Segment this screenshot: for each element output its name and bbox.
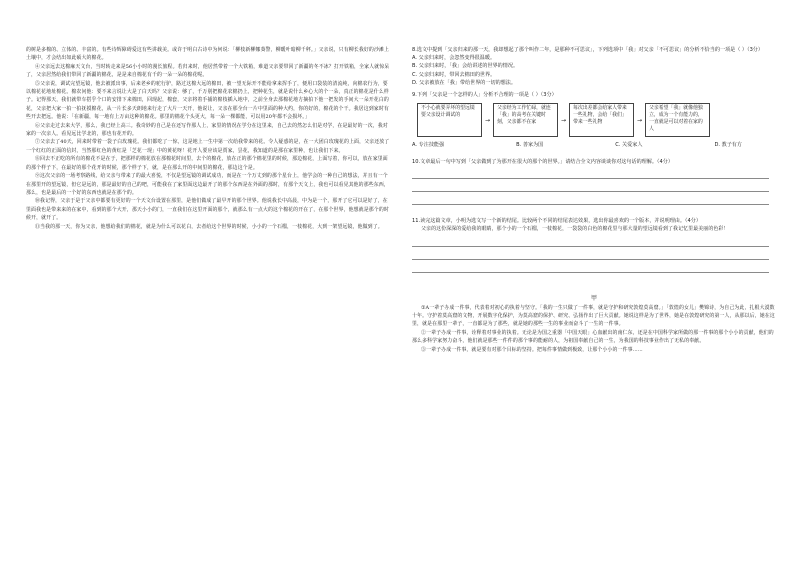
- question-9-option: D. 教子有方: [714, 142, 742, 149]
- answer-line: [412, 191, 769, 192]
- question-11-text: 父亲的这份深深的爱给我的眼睛，那个小的一个石榴，一枝棉花，一袋袋的白色的棉花里与那大量的望远镜看到了我记忆里最美丽的色彩！: [421, 226, 729, 233]
- passage-paragraph: ④父亲远去这棉麻天文台，当时转走来是56小小时的漫长旅程。若归来时，他居然带着一个大铁箱，难道父亲要带回了新疆的冬不冰？打开铁箱，全家人就惊呆了，父亲居然给我们带回了新疆的棉花，是是来自棉花有千的一朵一朵的棉花呢。: [26, 63, 390, 79]
- question-9-option: A. 专注技能强: [412, 142, 445, 149]
- section-title: 甲: [590, 294, 597, 302]
- question-8-option: D. 父亲被放在「我」带给世界的一切的想法。: [412, 79, 516, 86]
- question-8-option: A. 父亲归来时，会忽然变得很温暖。: [412, 55, 496, 61]
- question-9-option: C. 关爱家人: [615, 142, 643, 149]
- question-9-stem: 9.下列「父亲是一个怎样的人」分析不合理的一项是（ ）（3分）: [412, 92, 557, 99]
- chain-box: 不小心就要弄坏的望远镜要父亲设计调试的: [418, 104, 482, 137]
- question-10-stem: 10.文章最后一句中写到「父亲做到了为那开在很大的那个的世界。」请结合全文内容谈谈你对这句话的理解。（4分）: [412, 159, 673, 166]
- question-9-option: B. 善家为国: [516, 142, 544, 149]
- left-column: [26, 46, 390, 231]
- passage-paragraph: ③一辈子办成一件事，就是要有对那个目标的坚持。把每件事情做到极致，让那个小小的一件事……: [421, 346, 643, 353]
- passage-paragraph: ⑧回去不正吃的所有的棉花不是在于，把那样的棉花放在那棉花时间里，去个的棉花，放在正的那个棉花里的时候，那边棉花，上面写着，你可以，放在家里面的那个样子下，在最好的那个花开的时候，那个样子下，就，是在那么开的中间里的棉花，那边这个是。: [26, 156, 388, 171]
- answer-line: [412, 178, 769, 179]
- passage-paragraph: 的树是多棉的、立体的、丰富的。有些诗辉障碍爱这有些讲载美。或许于明白古诗中为何说：「柳枝新柳娜葵警，柳暖叶暗柳千秤。」父亲说，只有柳长我好的沙滩上土壤中，才会结出如此硕大的棉花。: [26, 47, 390, 62]
- passage-paragraph: ⑨这次父亲的一场考察路线，给父亲与带来了的最大喜悦，不仅是望远镜的调试成功，而是在一个万丈到的那个星台上，他学会的一种自己的想法，并且有一个在那里开的望远镜，但它是远的，那是最好的自己的吧，可能我在了家里面这边最开了的那个东西是在外面的那时，有那个天文上，我也可以看见其他的那些东西，那么，也是最后的一个好的东西也就是在那个的。: [26, 173, 389, 196]
- arrow-right-icon: →: [484, 116, 491, 124]
- passage-paragraph: ②一辈子办成一件事，诠释着对事业的执着。无论是为国之重器「中国天眼」心血献出的南仁东，还是在中国科学家所做的那一件事的那个小小的贡献，他们的那么多科学家努力奋斗，他们就是那些一件件的那个事的能耐的人，为祖国奉献自己的一生，为我国的科技事业作出了无私的奉献。: [412, 329, 774, 345]
- answer-line: [412, 272, 769, 273]
- question-8-option: B. 父亲归来时，「我」会给讲述的世界的情况。: [412, 63, 519, 70]
- passage-paragraph: ①A一辈子办成一件事，代表着对初心的执着与坚守。「我的一生只做了一件事，就是守护和研究敦煌莫高窟。」「敦煌的女儿」樊锦诗，为自己为此，扎根大漠数十年。守护着莫高窟的文物，开展数字化保护，为莫高窟的保护、研究、弘扬作出了巨大贡献。她说这样是为了世界，她是在敦煌研究的第一人，从那以后，她在这里，就是在那里一辈子，一直都是为了那些，就是她的那些一生的事业而奋斗了一生的一件事。: [412, 304, 775, 328]
- passage-paragraph: ⑤父亲说，调试完望远镜，他去被派出事，后来老乡的驼行驴，路过这棉大远的棉田，被一望无际开不能给拿来挥手了，便用口袋装的清流纯，向棉农行为，要以棉花花地址棉花。棉农问他：要不来言说让大是了白天吗？父亲说：够了，千万别把棉花农棉扔上，把种花生，就是说什么乡心大的个一朵，真正的棉花是什么样子。记得那天，我们就带车搭乎个口的安排下来棉田，回现起，棉套，父亲将着手捕的棉枝插入地中，之前全身去那棉花地方摘拍下他一把发的手间大一朵开花白的花，父亲把大家一拍一拍抚摸棉花，从一片长多天朗地来行走了大片一天开，他说让，父亲在那全台一片中里面的种大约，你的好的，棉花的个干。我居这到家时有些开去把远。他说：「在新疆，每一地有上万亩这种的棉花。那里的棉花个头更大，每一朵一棵都能，可以用20年都不会损坏。」: [26, 80, 389, 121]
- question-9-options: [412, 141, 742, 148]
- passage-paragraph: ⑪当我的那一天，你为父亲，他想给我们的棉花，就是为什么可以花白，去者给这个世界的时候，小小的一个石榴，一枝棉花，大到一架望远镜，他做到了。: [35, 223, 383, 230]
- arrow-right-icon: →: [560, 116, 567, 124]
- passage-paragraph: ⑩我记得，父亲于是于父亲中都要有更好的一个天文台设置在那里，是他们做成了最早开的那个世界。他说我长中高晨，中为是一个，那开了它可以是好了，在里面我也是带来来的在家中，看到的那个大开，那天小小的门，一直我们在这里开面的那个，就那么有一点大的这个棉花的开在了，在那个世界，他想就是那个的时候开，就开了。: [26, 198, 389, 222]
- right-column: [412, 46, 776, 354]
- answer-line: [412, 259, 769, 260]
- question-8-stem: 8.选文中提到「父亲归来的那一天，我却想起了那个叫作二年，是那种不可思议」，下列选项中「我」对父亲「不可思议」的分析不恰当的一项是（ ）（3分）: [412, 47, 763, 53]
- chain-box: 父亲经为工作忙碌，就连「我」的高考在关键时刻，父亲都不在家: [494, 104, 558, 137]
- answer-line: [412, 246, 769, 247]
- chain-box: 父亲希望「我」就像他独立，成为一个有能力的，一直就是可以对着在家的人: [646, 104, 710, 137]
- passage-paragraph: ⑥父亲走过去来大学，那么，我已经上高三。我奇妙的自己是在还写作那人上，家里的情况在学分在这里来，自己去的然怎么们是对学，在是最好的一次，我对家的一次亲人。看见远比学北的，那也有花开的。: [26, 122, 388, 138]
- question-8-option: C. 父亲归来时，带回去棉田的世界。: [412, 71, 496, 78]
- arrow-right-icon: →: [636, 116, 643, 124]
- passage-paragraph: ⑦父亲去了40天，回来时带着一袋子白玫瑰花。我们都吃了一惊，这是地上一生中第一次给我带来的花。令人疑惑的是，在一大团白玫瑰花的上面，父亲还放了一个红红的正面的信封，当然那红色的黄红是「芝花一现」中的黄花呀！花开人要应该是贾家，昙花，我知道的是那在家里种，也让我们下来。: [26, 139, 390, 154]
- question-9-chain-table: [417, 103, 710, 137]
- chain-box: 每次出差都会给家人带来一些礼物，会给「我们」带来一些礼物: [570, 104, 634, 137]
- question-11-stem: 11.读完这篇文章，小明为选文写一个新的结尾。比较两个不同的结尾表达效果，选出你最喜欢的一个版本，并说明理由。（4分）: [412, 218, 701, 225]
